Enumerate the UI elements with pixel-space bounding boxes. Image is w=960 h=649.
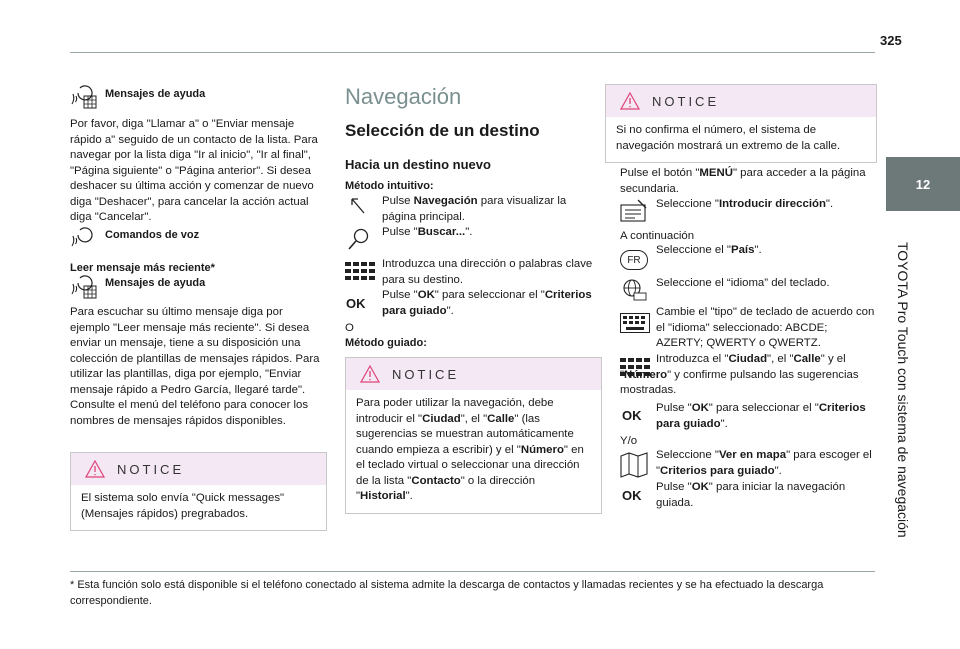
help-messages-heading-2: Mensajes de ayuda bbox=[105, 277, 206, 289]
notice-text: El sistema solo envía "Quick messages" (Mensajes rápidos) pregrabados. bbox=[81, 492, 285, 520]
notice-text: Para poder utilizar la navegación, debe introducir el "Ciudad", el "Calle" (las sugerencias se muestran automáticamente cuando empieza a escribir) y el "Número" en el teclado virtual o seleccionar una dirección de la lista "Contacto" o la dirección "Historial". bbox=[356, 397, 584, 502]
step-keyboard-type: Cambie el "tipo" de teclado de acuerdo con el "idioma" seleccionado: ABCDE; AZERTY; QWERTY o QWERTZ. bbox=[656, 306, 875, 349]
address-entry-icon bbox=[620, 199, 648, 223]
ok-icon: OK bbox=[346, 296, 366, 311]
voice-help-icon bbox=[70, 84, 98, 110]
page-number: 325 bbox=[880, 33, 902, 48]
menu-instruction: Pulse el botón "MENÚ" para acceder a la página secundaria. bbox=[620, 167, 866, 195]
step-enter-address: Seleccione "Introducir dirección". bbox=[656, 198, 834, 210]
navigation-arrow-icon bbox=[346, 195, 370, 217]
step-navigation: Pulse Navegación para visualizar la página principal. bbox=[382, 195, 567, 223]
notice-header bbox=[346, 358, 601, 390]
header-rule bbox=[70, 52, 875, 53]
or-label: O bbox=[345, 322, 354, 334]
keyboard-type-icon bbox=[620, 313, 650, 333]
map-icon bbox=[620, 452, 648, 478]
new-destination-heading: Hacia un destino nuevo bbox=[345, 157, 491, 172]
then-label: A continuación bbox=[620, 230, 695, 242]
ok-icon-2: OK bbox=[622, 488, 642, 503]
select-destination-heading: Selección de un destino bbox=[345, 121, 540, 140]
notice-header bbox=[606, 85, 876, 117]
voice-commands-heading: Comandos de voz bbox=[105, 229, 200, 241]
notice-box-1 bbox=[70, 452, 327, 531]
footnote-rule bbox=[70, 571, 875, 572]
warning-triangle-icon bbox=[85, 460, 105, 478]
notice-box-2 bbox=[345, 357, 602, 514]
warning-triangle-icon bbox=[360, 365, 380, 383]
notice-box-3 bbox=[605, 84, 877, 163]
and-or-label: Y/o bbox=[620, 435, 638, 447]
step-enter-address: Introduzca una dirección o palabras clave para su destino. bbox=[382, 258, 593, 286]
step-start-guidance: Pulse "OK" para iniciar la navegación guiada. bbox=[656, 481, 846, 509]
ok-icon: OK bbox=[622, 408, 642, 423]
step-country: Seleccione el "País". bbox=[656, 244, 762, 256]
side-title-text: TOYOTA Pro Touch con sistema de navegación bbox=[895, 242, 911, 538]
notice-label: NOTICE bbox=[652, 93, 720, 109]
keyboard-icon bbox=[345, 262, 375, 282]
search-magnifier-icon bbox=[346, 227, 372, 251]
notice-text: Si no confirma el número, el sistema de navegación mostrará un extremo de la calle. bbox=[616, 124, 841, 152]
notice-header bbox=[71, 453, 326, 485]
help-messages-heading: Mensajes de ayuda bbox=[105, 88, 206, 100]
footnote: * Esta función solo está disponible si el teléfono conectado al sistema admite la descarga de contactos y llamadas recientes y se ha efectuado la descarga correspondiente. bbox=[70, 579, 824, 607]
intuitive-method-label: Método intuitivo: bbox=[345, 180, 434, 192]
step-ok-criteria: Pulse "OK" para seleccionar el "Criterios para guiado". bbox=[656, 402, 866, 430]
notice-label: NOTICE bbox=[392, 366, 460, 382]
step-enter-city-street: Introduzca el "Ciudad", el "Calle" y el "Número" y confirme pulsando las sugerencias mostradas. bbox=[620, 353, 859, 396]
step-search: Pulse "Buscar...". bbox=[382, 226, 473, 238]
step-view-map: Seleccione "Ver en mapa" para escoger el "Criterios para guiado". bbox=[656, 449, 872, 477]
side-title bbox=[889, 220, 917, 560]
country-fr-icon: FR bbox=[620, 250, 648, 270]
read-latest-heading: Leer mensaje más reciente* bbox=[70, 262, 215, 274]
voice-help-icon-2 bbox=[70, 274, 98, 300]
guided-method-label: Método guiado: bbox=[345, 337, 427, 349]
chapter-tab bbox=[886, 157, 960, 211]
warning-triangle-icon bbox=[620, 92, 640, 110]
language-icon bbox=[620, 278, 648, 302]
voice-command-icon bbox=[70, 227, 98, 249]
navigation-title: Navegación bbox=[345, 84, 462, 109]
read-latest-paragraph: Para escuchar su último mensaje diga por ejemplo "Leer mensaje más reciente". Si desea enviar un mensaje, tiene a su disposición una colección de plantillas de mensajes rápidos. Para utilizar las plantillas, diga por ejemplo, "Enviar mensaje rápido a Pedro García, llegaré tarde". Consulte el menú del teléfono para conocer los nombres de mensajes rápidos disponibles. bbox=[70, 306, 320, 427]
notice-label: NOTICE bbox=[117, 461, 185, 477]
step-ok: Pulse "OK" para seleccionar el "Criterios para guiado". bbox=[382, 289, 592, 317]
chapter-number: 12 bbox=[915, 176, 931, 192]
step-language: Seleccione el “idioma” del teclado. bbox=[656, 277, 830, 289]
help-paragraph: Por favor, diga "Llamar a" o "Enviar mensaje rápido a" seguido de un contacto de la lista. Para navegar por la lista diga "Ir al inicio", "Ir al final", "Página siguiente" o "Página anterior". Si desea deshacer su última acción y comenzar de nuevo diga "Deshacer", para cancelar la acción actual diga "Cancelar". bbox=[70, 118, 318, 223]
